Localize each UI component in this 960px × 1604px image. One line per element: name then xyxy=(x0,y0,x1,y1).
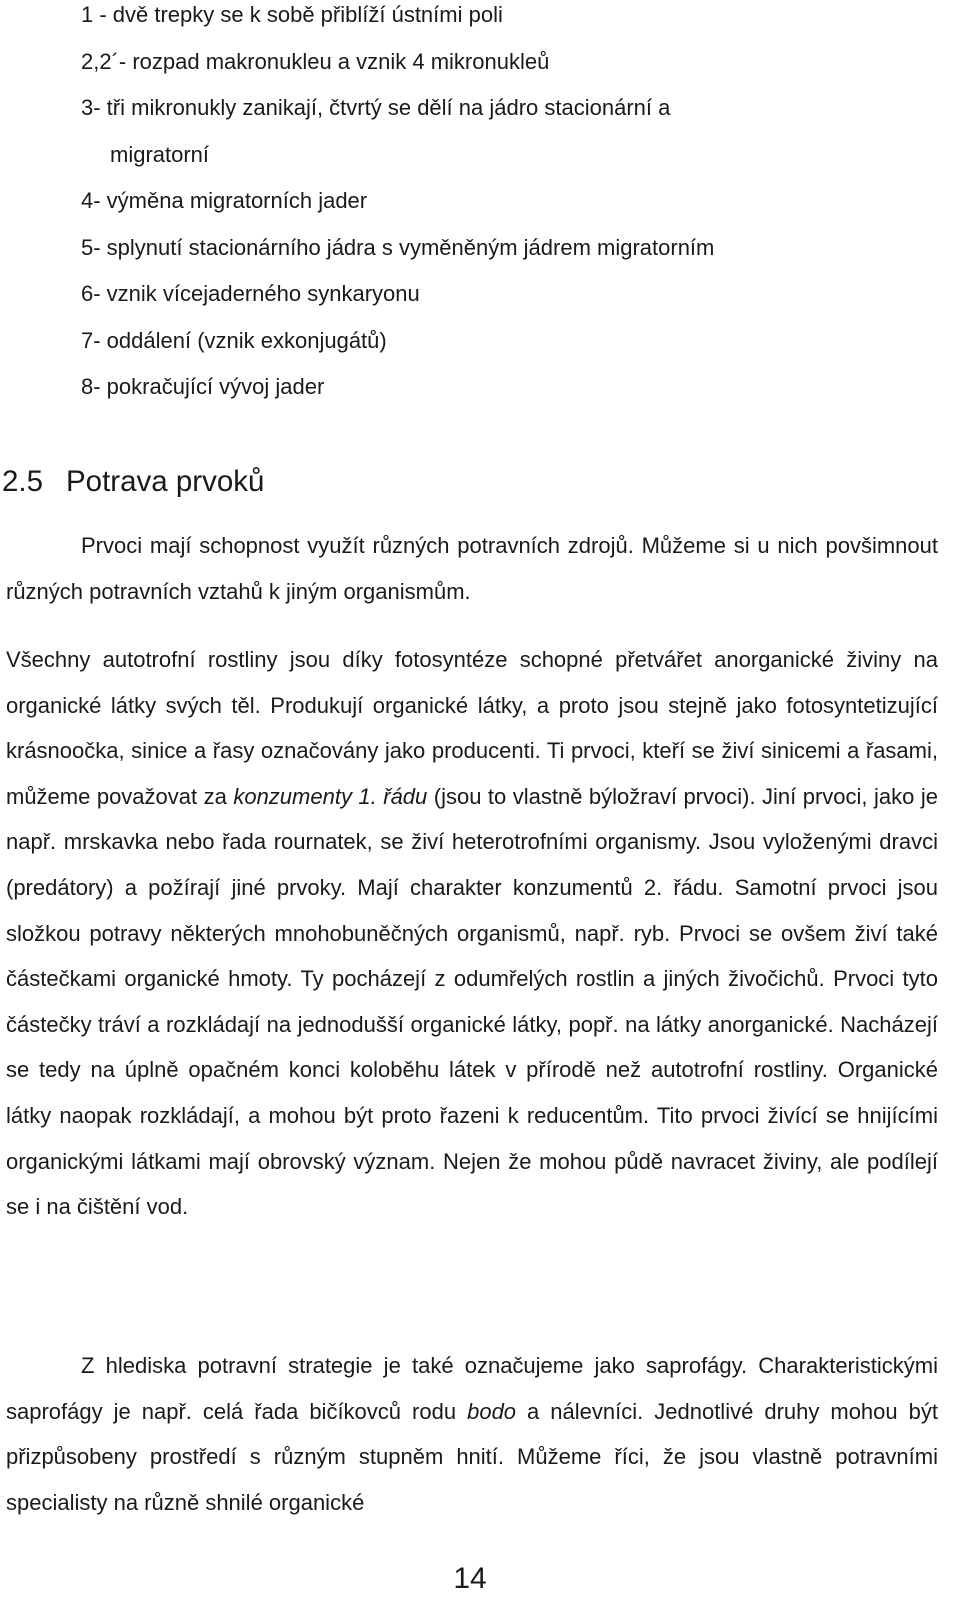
paragraph-text: Z hlediska potravní strategie je také označujeme jako saprofágy. Charakteristickými saprofágy je např. celá řada bičíkovců rodu xyxy=(6,1353,938,1424)
paragraph-text: a nálevníci. Jednotlivé druhy mohou být přizpůsobeny prostředí s různým stupněm hnití. Můžeme říci, že jsou vlastně potravními specialisty na různě shnilé organické xyxy=(6,1398,938,1515)
page-number: 14 xyxy=(453,1562,487,1595)
section-title: Potrava prvoků xyxy=(66,465,265,498)
paragraph-intro-text: Prvoci mají schopnost využít různých potravních zdrojů. Můžeme si u nich povšimnout různých potravních vztahů k jiným organismům. xyxy=(6,533,938,604)
list-item: 6- vznik vícejaderného synkaryonu xyxy=(81,281,420,306)
paragraph-text: (jsou to vlastně býložraví prvoci). Jiní prvoci, jako je např. mrskavka nebo řada rournatek, se živí heterotrofními organismy. Jsou vyloženými dravci (predátory) a požírají jiné prvoky. Mají charakter konzumentů 2. řádu. Samotní prvoci jsou složkou potravy některých mnohobuněčných organismů, např. ryb. Prvoci se ovšem živí také částečkami organické hmoty. Ty pocházejí z odumřelých rostlin a jiných živočichů. Prvoci tyto částečky tráví a rozkládají na jednodušší organické látky, popř. na látky anorganické. Nacházejí se tedy na úplně opačném konci koloběhu látek v přírodě než autotrofní rostliny. Organické látky naopak rozkládají, a mohou být proto řazeni k reducentům. Tito prvoci živící se hnijícími organickými látkami mají obrovský význam. Nejen že mohou půdě navracet živiny, ale podílejí se i na čištění vod. xyxy=(6,783,938,1220)
list-item: 1 - dvě trepky se k sobě přiblíží ústními poli xyxy=(81,2,503,27)
list-item: 5- splynutí stacionárního jádra s vyměněným jádrem migratorním xyxy=(81,234,715,260)
list-item-continuation: migratorní xyxy=(110,141,210,167)
paragraph-food-chain xyxy=(6,637,938,1230)
conjugation-steps-list xyxy=(81,0,941,411)
list-item: 8- pokračující vývoj jader xyxy=(81,374,325,399)
italic-term: bodo xyxy=(467,1398,517,1424)
list-item: 3- tři mikronukly zanikají, čtvrtý se dělí na jádro stacionární a xyxy=(81,95,671,120)
italic-term: konzumenty 1. řádu xyxy=(233,783,428,809)
paragraph-text: Všechny autotrofní rostliny jsou díky fotosyntéze schopné přetvářet anorganické živiny na organické látky svých těl. Produkují organické látky, a proto jsou stejně jako fotosyntetizující krásnoočka, sinice a řasy označovány jako producenti. Ti prvoci, kteří se živí sinicemi a řasami, můžeme považovat za xyxy=(6,647,938,809)
section-heading xyxy=(2,458,264,506)
list-item: 4- výměna migratorních jader xyxy=(81,188,368,213)
list-item: 2,2´- rozpad makronukleu a vznik 4 mikronukleů xyxy=(81,48,550,74)
section-number: 2.5 xyxy=(2,465,44,498)
list-item: 7- oddálení (vznik exkonjugátů) xyxy=(81,327,387,353)
paragraph-saprophages xyxy=(6,1343,938,1525)
paragraph-intro xyxy=(6,523,938,614)
